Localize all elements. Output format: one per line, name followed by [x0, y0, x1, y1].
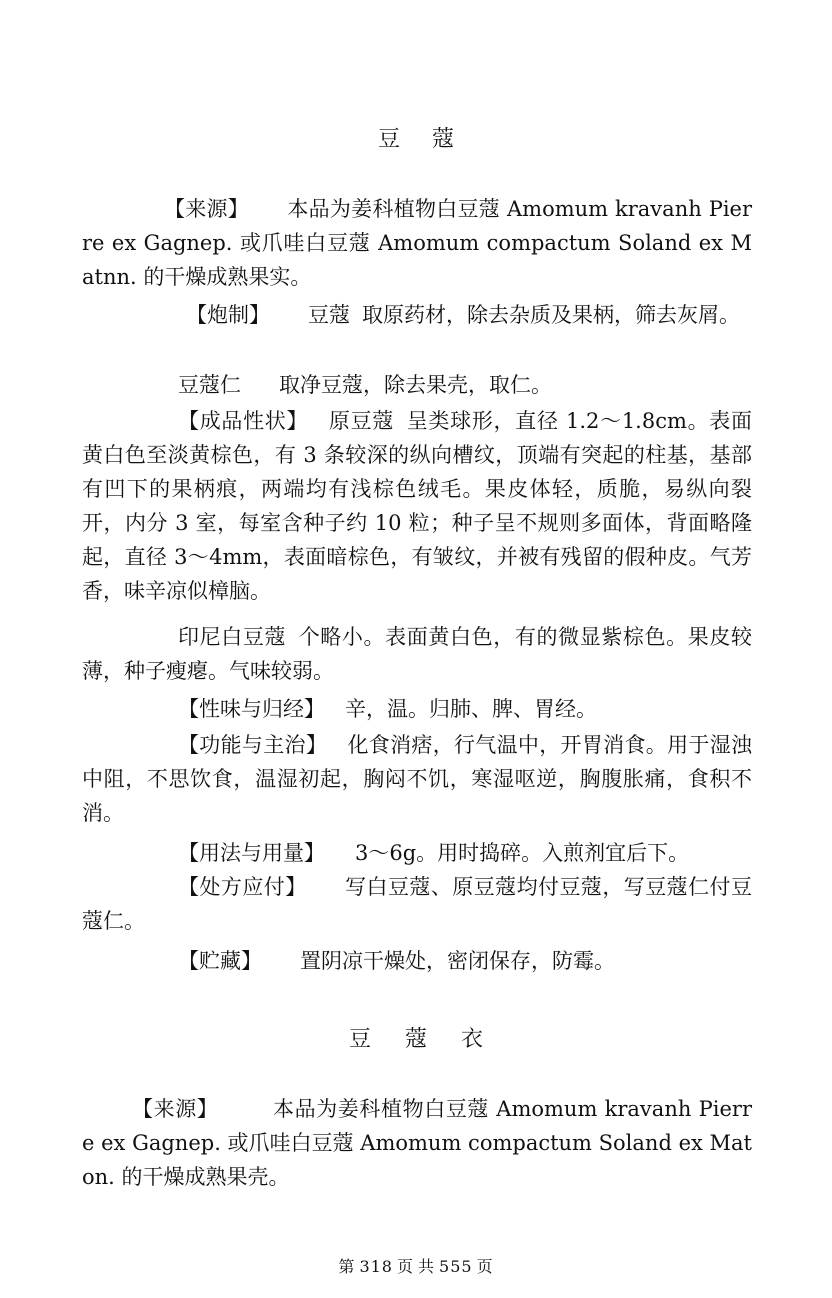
prescription-label: 【处方应付】	[178, 875, 307, 899]
indo-term: 印尼白豆蔻	[178, 625, 287, 649]
storage-text: 置阴凉干燥处，密闭保存，防霉。	[300, 949, 615, 973]
footer-prefix: 第	[338, 1257, 356, 1276]
paragraph-processing	[82, 298, 752, 332]
footer-page-unit: 页	[396, 1257, 414, 1276]
footer-total: 555	[439, 1257, 473, 1276]
processing-text: 取原药材，除去杂质及果柄，筛去灰屑。	[362, 303, 740, 327]
title-char: 蔻	[432, 127, 455, 152]
paragraph-source	[82, 192, 752, 294]
processing-term: 豆蔻	[308, 303, 350, 327]
function-text: 化食消痞，行气温中，开胃消食。用于湿浊中阻，不思饮食，温湿初起，胸闷不饥，寒湿呕逆，胸腹胀痛，食积不消。	[82, 733, 753, 825]
paragraph-dosage	[82, 836, 752, 870]
paragraph-taste	[82, 692, 752, 726]
processing-label: 【炮制】	[186, 303, 270, 327]
paragraph-function	[82, 728, 752, 830]
page-footer	[0, 1254, 832, 1277]
storage-label: 【贮藏】	[178, 949, 262, 973]
indo-text: 个略小。表面黄白色，有的微显紫棕色。果皮较薄，种子瘦瘪。气味较弱。	[82, 625, 752, 683]
footer-page-number: 318	[359, 1257, 393, 1276]
prescription-text: 写白豆蔻、原豆蔻均付豆蔻，写豆蔻仁付豆蔻仁。	[82, 875, 752, 933]
title-char: 蔻	[404, 1027, 427, 1052]
footer-total-unit: 页	[476, 1257, 494, 1276]
paragraph-source-2	[82, 1092, 752, 1194]
characters-label: 【成品性状】	[178, 409, 309, 433]
section-title-doukou	[0, 122, 832, 153]
paragraph-storage	[82, 944, 752, 978]
dosage-label: 【用法与用量】	[178, 841, 325, 865]
source-label: 【来源】	[164, 197, 250, 221]
paragraph-prescription	[82, 870, 752, 938]
source-label: 【来源】	[132, 1097, 219, 1121]
paragraph-characters-indo	[82, 620, 752, 688]
source-text: 本品为姜科植物白豆蔻 Amomum kravanh Pierre ex Gagnep. 或爪哇白豆蔻 Amomum compactum Soland ex Matnn. 的干燥成熟果实。	[82, 197, 753, 289]
kernel-text: 取净豆蔻，除去果壳，取仁。	[279, 373, 552, 397]
characters-text: 呈类球形，直径 1.2～1.8cm。表面黄白色至淡黄棕色，有 3 条较深的纵向槽纹，顶端有突起的柱基，基部有凹下的果柄痕，两端均有浅棕色绒毛。果皮体轻，质脆，易纵向裂开，内分 3 室，每室含种子约 10 粒；种子呈不规则多面体，背面略隆起，直径 3～4mm，表面暗棕色，有皱纹，并被有残留的假种皮。气芳香，味辛凉似樟脑。	[82, 409, 752, 603]
source-text: 本品为姜科植物白豆蔻 Amomum kravanh Pierre ex Gagnep. 或爪哇白豆蔻 Amomum compactum Soland ex Maton. 的干燥成熟果壳。	[82, 1097, 752, 1189]
paragraph-characters	[82, 404, 752, 608]
title-char: 豆	[377, 127, 400, 152]
title-char: 豆	[348, 1027, 371, 1052]
characters-term: 原豆蔻	[328, 409, 395, 433]
function-label: 【功能与主治】	[178, 733, 328, 757]
taste-label: 【性味与归经】	[178, 697, 325, 721]
paragraph-processing-kernel	[82, 368, 752, 402]
kernel-term: 豆蔻仁	[178, 373, 241, 397]
dosage-text: 3～6g。用时捣碎。入煎剂宜后下。	[355, 841, 690, 865]
title-char: 衣	[461, 1027, 484, 1052]
footer-total-prefix: 共	[418, 1257, 436, 1276]
taste-text: 辛，温。归肺、脾、胃经。	[345, 697, 597, 721]
section-title-doukouyi	[0, 1022, 832, 1053]
